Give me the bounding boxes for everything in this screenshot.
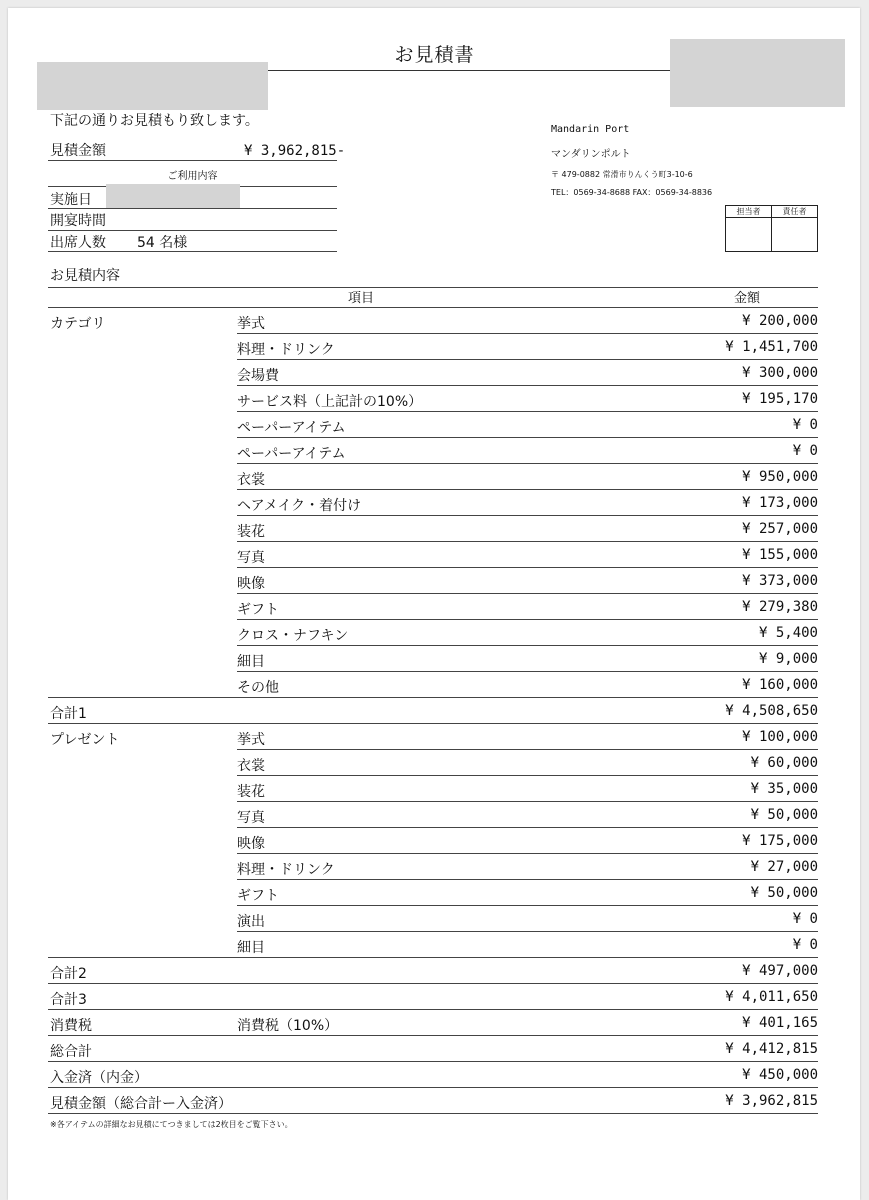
row-item: 装花 xyxy=(237,784,265,800)
table-row xyxy=(48,568,818,594)
row-amount: ¥ 155,000 xyxy=(742,547,818,563)
table-row xyxy=(48,308,818,334)
row-amount: ¥ 450,000 xyxy=(742,1067,818,1083)
row-item: その他 xyxy=(237,680,279,696)
row-amount: ¥ 300,000 xyxy=(742,365,818,381)
title-underline xyxy=(268,70,670,71)
footnote: ※各アイテムの詳細なお見積にてつきましては2枚目をご覧下さい。 xyxy=(50,1120,293,1129)
document-title: お見積書 xyxy=(394,44,475,66)
divider xyxy=(48,230,337,231)
row-item: ペーパーアイテム xyxy=(237,420,346,436)
row-item: ペーパーアイテム xyxy=(237,446,346,462)
table-row xyxy=(48,412,818,438)
table-row xyxy=(48,854,818,880)
table-row xyxy=(48,1062,818,1088)
row-amount: ¥ 0 xyxy=(792,417,818,433)
row-amount: ¥ 497,000 xyxy=(742,963,818,979)
table-row xyxy=(48,516,818,542)
row-item: 装花 xyxy=(237,524,265,540)
row-amount: ¥ 195,170 xyxy=(742,391,818,407)
estimate-label: 見積金額 xyxy=(50,143,106,159)
row-amount: ¥ 1,451,700 xyxy=(725,339,818,355)
table-row xyxy=(48,776,818,802)
table-row xyxy=(48,828,818,854)
table-row xyxy=(48,672,818,698)
row-amount: ¥ 173,000 xyxy=(742,495,818,511)
row-amount: ¥ 5,400 xyxy=(758,625,818,641)
stamp-manager-label: 責任者 xyxy=(772,206,817,218)
row-amount: ¥ 175,000 xyxy=(742,833,818,849)
table-row xyxy=(48,802,818,828)
row-amount: ¥ 279,380 xyxy=(742,599,818,615)
row-amount: ¥ 373,000 xyxy=(742,573,818,589)
row-category: 総合計 xyxy=(50,1044,92,1060)
row-item: 細目 xyxy=(237,940,265,956)
table-top-line xyxy=(48,287,818,288)
row-item: ギフト xyxy=(237,888,279,904)
table-row xyxy=(48,1036,818,1062)
row-item: クロス・ナフキン xyxy=(237,628,349,644)
table-row xyxy=(48,542,818,568)
row-category: 消費税 xyxy=(50,1018,92,1034)
table-row xyxy=(48,698,818,724)
stamp-box xyxy=(725,205,818,252)
redacted-logo xyxy=(670,39,845,107)
row-category: 見積金額（総合計ー入金済） xyxy=(50,1096,232,1112)
row-amount: ¥ 4,412,815 xyxy=(725,1041,818,1057)
table-row xyxy=(48,880,818,906)
row-amount: ¥ 3,962,815 xyxy=(725,1093,818,1109)
row-amount: ¥ 0 xyxy=(792,937,818,953)
table-row xyxy=(48,958,818,984)
row-item: ギフト xyxy=(237,602,279,618)
time-label: 開宴時間 xyxy=(50,213,106,229)
table-row xyxy=(48,646,818,672)
row-category: プレゼント xyxy=(50,732,120,748)
row-item: ヘアメイク・着付け xyxy=(237,498,362,514)
row-amount: ¥ 50,000 xyxy=(750,885,818,901)
row-category: 入金済（内金） xyxy=(50,1070,148,1086)
date-label: 実施日 xyxy=(50,192,92,208)
row-item: 挙式 xyxy=(237,316,265,332)
table-row xyxy=(48,932,818,958)
row-item: 細目 xyxy=(237,654,265,670)
row-amount: ¥ 200,000 xyxy=(742,313,818,329)
row-amount: ¥ 0 xyxy=(792,911,818,927)
usage-header: ご利用内容 xyxy=(167,171,218,182)
stamp-staff-label: 担当者 xyxy=(726,206,771,218)
row-amount: ¥ 50,000 xyxy=(750,807,818,823)
row-amount: ¥ 60,000 xyxy=(750,755,818,771)
company-address: 〒 479-0882 常滑市りんくう町3-10-6 xyxy=(551,170,693,179)
row-amount: ¥ 160,000 xyxy=(742,677,818,693)
section-title: お見積内容 xyxy=(50,268,120,284)
company-name-jp: マンダリンポルト xyxy=(551,149,631,160)
row-amount: ¥ 401,165 xyxy=(742,1015,818,1031)
row-category: 合計1 xyxy=(50,706,87,722)
row-item: 挙式 xyxy=(237,732,265,748)
stamp-divider xyxy=(771,206,772,251)
table-row xyxy=(48,360,818,386)
row-amount: ¥ 35,000 xyxy=(750,781,818,797)
row-item: 衣裳 xyxy=(237,472,265,488)
table-row xyxy=(48,386,818,412)
row-amount: ¥ 100,000 xyxy=(742,729,818,745)
row-item: 会場費 xyxy=(237,368,279,384)
row-item: 演出 xyxy=(237,914,265,930)
row-item: 映像 xyxy=(237,836,265,852)
row-amount: ¥ 4,508,650 xyxy=(725,703,818,719)
row-amount: ¥ 4,011,650 xyxy=(725,989,818,1005)
row-item: 映像 xyxy=(237,576,265,592)
row-category: カテゴリ xyxy=(50,316,106,332)
guests-label: 出席人数 xyxy=(50,235,106,251)
table-row xyxy=(48,1010,818,1036)
table-row xyxy=(48,1088,818,1114)
row-item: 写真 xyxy=(237,810,265,826)
row-item: 料理・ドリンク xyxy=(237,862,335,878)
table-row xyxy=(48,438,818,464)
company-name-en: Mandarin Port xyxy=(551,124,630,135)
divider xyxy=(48,160,337,161)
row-amount: ¥ 27,000 xyxy=(750,859,818,875)
divider xyxy=(48,208,337,209)
table-row xyxy=(48,906,818,932)
row-category: 合計2 xyxy=(50,966,87,982)
table-row xyxy=(48,620,818,646)
guests-value: 54 名様 xyxy=(137,235,188,251)
row-item: 衣裳 xyxy=(237,758,265,774)
row-amount: ¥ 0 xyxy=(792,443,818,459)
row-amount: ¥ 257,000 xyxy=(742,521,818,537)
redacted-recipient xyxy=(37,62,268,110)
row-item: 写真 xyxy=(237,550,265,566)
table-row xyxy=(48,750,818,776)
table-row xyxy=(48,724,818,750)
table-row xyxy=(48,464,818,490)
company-tel-fax: TEL：0569-34-8688 FAX：0569-34-8836 xyxy=(551,188,713,197)
table-row xyxy=(48,490,818,516)
row-amount: ¥ 9,000 xyxy=(758,651,818,667)
row-item: 料理・ドリンク xyxy=(237,342,335,358)
intro-text: 下記の通りお見積もり致します。 xyxy=(50,113,259,129)
row-amount: ¥ 950,000 xyxy=(742,469,818,485)
row-category: 合計3 xyxy=(50,992,87,1008)
divider xyxy=(48,251,337,252)
column-item-header: 項目 xyxy=(348,291,375,306)
row-item: サービス料（上記計の10%） xyxy=(237,394,423,410)
table-row xyxy=(48,334,818,360)
column-amount-header: 金額 xyxy=(734,291,761,306)
row-item: 消費税（10%） xyxy=(237,1018,339,1034)
redacted-date xyxy=(106,184,240,208)
table-row xyxy=(48,594,818,620)
table-row xyxy=(48,984,818,1010)
estimate-value: ¥ 3,962,815- xyxy=(244,143,346,159)
